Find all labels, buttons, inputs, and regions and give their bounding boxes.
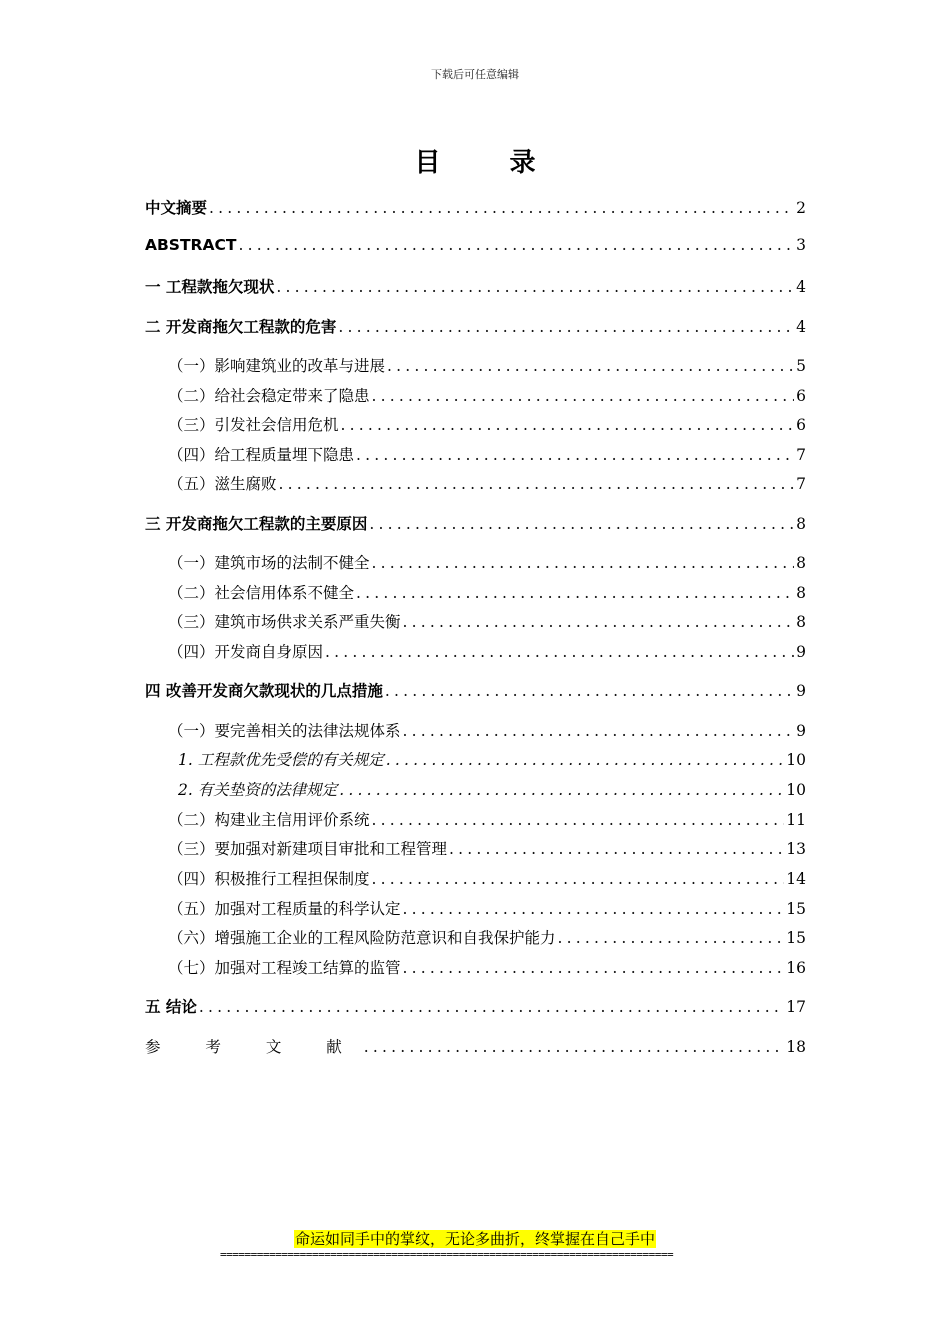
- toc-leader-dots: [341, 416, 795, 434]
- toc-leader-dots: [449, 840, 784, 858]
- toc-leader-dots: [364, 1038, 784, 1056]
- toc-leader-dots: [238, 236, 794, 254]
- toc-leader-dots: [403, 722, 795, 740]
- toc-entry-page: 8: [796, 515, 806, 533]
- toc-entry-page: 10: [786, 751, 806, 769]
- toc-leader-dots: [199, 998, 784, 1016]
- toc-entry-page: 15: [786, 900, 806, 918]
- toc-entry-label: （五）加强对工程质量的科学认定: [168, 900, 401, 918]
- toc-entry[interactable]: [168, 354, 806, 376]
- toc-entry-label: （四）开发商自身原因: [168, 643, 324, 661]
- toc-entry-page: 6: [796, 387, 806, 405]
- toc-entry-page: 2: [796, 199, 806, 217]
- toc-entry-page: 7: [796, 475, 806, 493]
- toc-entry[interactable]: [168, 956, 806, 978]
- toc-entry-page: 6: [796, 416, 806, 434]
- toc-entry[interactable]: [168, 610, 806, 632]
- toc-entry-label: （一）影响建筑业的改革与进展: [168, 357, 386, 375]
- footer-quote-text: 命运如同手中的掌纹，无论多曲折，终掌握在自己手中: [294, 1230, 655, 1248]
- toc-entry[interactable]: [145, 679, 806, 701]
- toc-entry[interactable]: [168, 719, 806, 741]
- toc-leader-dots: [356, 584, 794, 602]
- toc-entry-page: 4: [796, 318, 806, 336]
- toc-leader-dots: [403, 900, 785, 918]
- toc-entry-label: （二）社会信用体系不健全: [168, 584, 355, 602]
- toc-entry[interactable]: [168, 413, 806, 435]
- toc-entry-label: （三）引发社会信用危机: [168, 416, 339, 434]
- toc-entry[interactable]: [145, 1035, 806, 1057]
- toc-entry-label: （一）要完善相关的法律法规体系: [168, 722, 401, 740]
- toc-entry-label: （四）积极推行工程担保制度: [168, 870, 370, 888]
- toc-leader-dots: [356, 446, 794, 464]
- toc-entry[interactable]: [168, 897, 806, 919]
- toc-leader-dots: [209, 199, 794, 217]
- toc-entry[interactable]: [168, 384, 806, 406]
- toc-entry-label: 一 工程款拖欠现状: [145, 278, 275, 296]
- toc-entry-page: 15: [786, 929, 806, 947]
- toc-entry-page: 8: [796, 613, 806, 631]
- toc-leader-dots: [403, 959, 785, 977]
- toc-entry[interactable]: [168, 472, 806, 494]
- toc-entry[interactable]: [168, 926, 806, 948]
- toc-entry-label: （四）给工程质量埋下隐患: [168, 446, 355, 464]
- toc-entry[interactable]: [145, 275, 806, 297]
- toc-entry-label: 五 结论: [145, 998, 197, 1016]
- toc-entry[interactable]: [178, 748, 806, 770]
- toc-leader-dots: [369, 515, 794, 533]
- footer-quote: [0, 1228, 950, 1249]
- toc-entry-page: 13: [786, 840, 806, 858]
- toc-entry-page: 11: [786, 811, 806, 829]
- toc-leader-dots: [276, 278, 794, 296]
- toc-entry-page: 8: [796, 584, 806, 602]
- toc-entry[interactable]: [178, 778, 806, 800]
- toc-entry-page: 17: [786, 998, 806, 1016]
- toc-entry-label: 1. 工程款优先受偿的有关规定: [178, 751, 384, 769]
- toc-entry[interactable]: [145, 196, 806, 218]
- toc-entry[interactable]: [145, 315, 806, 337]
- toc-entry-label: 三 开发商拖欠工程款的主要原因: [145, 515, 368, 533]
- toc-leader-dots: [372, 870, 785, 888]
- toc-leader-dots: [386, 751, 785, 769]
- toc-entry-page: 9: [796, 682, 806, 700]
- toc-entry[interactable]: [145, 236, 806, 254]
- toc-entry[interactable]: [168, 551, 806, 573]
- toc-entry-page: 3: [796, 236, 806, 254]
- toc-leader-dots: [372, 811, 785, 829]
- toc-leader-dots: [403, 613, 795, 631]
- header-note: 下载后可任意编辑: [431, 68, 519, 81]
- toc-entry[interactable]: [168, 867, 806, 889]
- toc-entry-label: （三）建筑市场供求关系严重失衡: [168, 613, 401, 631]
- toc-entry-label: 参 考 文 献: [145, 1038, 362, 1056]
- toc-entry-page: 9: [796, 722, 806, 740]
- toc-leader-dots: [279, 475, 795, 493]
- toc-entry-page: 4: [796, 278, 806, 296]
- toc-leader-dots: [372, 554, 795, 572]
- toc-entry-label: （二）给社会稳定带来了隐患: [168, 387, 370, 405]
- toc-entry-page: 7: [796, 446, 806, 464]
- toc-entry-page: 9: [796, 643, 806, 661]
- page-title: 目 录: [414, 148, 566, 178]
- toc-entry[interactable]: [168, 837, 806, 859]
- toc-entry-label: （三）要加强对新建项目审批和工程管理: [168, 840, 448, 858]
- toc-leader-dots: [372, 387, 795, 405]
- toc-entry[interactable]: [145, 512, 806, 534]
- toc-entry-page: 10: [786, 781, 806, 799]
- toc-entry[interactable]: [168, 581, 806, 603]
- toc-entry-label: （二）构建业主信用评价系统: [168, 811, 370, 829]
- toc-entry-label: 2. 有关垫资的法律规定: [178, 781, 338, 799]
- toc-entry-label: 二 开发商拖欠工程款的危害: [145, 318, 337, 336]
- toc-leader-dots: [387, 357, 794, 375]
- toc-entry[interactable]: [168, 443, 806, 465]
- toc-entry-page: 18: [786, 1038, 806, 1056]
- toc-entry-label: （六）增强施工企业的工程风险防范意识和自我保护能力: [168, 929, 556, 947]
- toc-leader-dots: [338, 318, 794, 336]
- toc-entry-label: 四 改善开发商欠款现状的几点措施: [145, 682, 383, 700]
- toc-leader-dots: [558, 929, 785, 947]
- toc-entry[interactable]: [168, 808, 806, 830]
- toc-entry-page: 5: [796, 357, 806, 375]
- toc-entry-page: 8: [796, 554, 806, 572]
- toc-entry-label: 中文摘要: [145, 199, 208, 217]
- toc-entry-label: （七）加强对工程竣工结算的监管: [168, 959, 401, 977]
- toc-leader-dots: [325, 643, 794, 661]
- toc-entry-label: （五）滋生腐败: [168, 475, 277, 493]
- toc-entry-page: 16: [786, 959, 806, 977]
- toc-entry[interactable]: [168, 640, 806, 662]
- toc-entry-page: 14: [786, 870, 806, 888]
- toc-leader-dots: [339, 781, 784, 799]
- toc-leader-dots: [385, 682, 794, 700]
- toc-entry-label: ABSTRACT: [145, 236, 237, 254]
- footer-rule: ==========================================================================: [220, 1248, 674, 1261]
- toc-entry-label: （一）建筑市场的法制不健全: [168, 554, 370, 572]
- toc-entry[interactable]: [145, 995, 806, 1017]
